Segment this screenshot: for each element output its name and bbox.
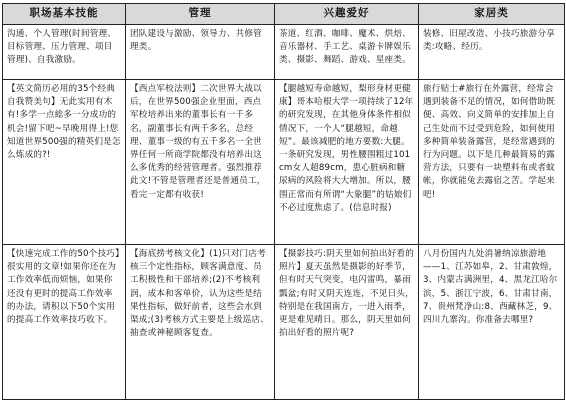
content-category-table (2, 3, 565, 400)
table-row (3, 25, 565, 80)
cell-text: 【摄影技巧:阴天里如何拍出好看的照片】夏天虽然是摄影的好季节，但有时天气突变，电闪雷鸣，暴雨瓢盆;有时又阴天连连，不见日头，特别是在我国南方，一进入雨季，更是难见晴日。那么，阴天里如何拍出好看的照片呢? (279, 249, 415, 339)
cell-text: 沟通、个人管理(时间管理、目标管理、压力管理、项目管理)、自我激励。 (7, 29, 117, 66)
table-cell (419, 25, 565, 80)
cell-text: 【腿越短寿命越短，梨形身材更健康】哥本哈根大学一项持续了12年的研究发现，在其他身体条件相似情况下，一个人“腿越短，命越短”。最该减肥的地方要数:大腿。一条研究发现，男性腰围粗过101cm女人超89cm，患心脏病和糖尿病的风险将大大增加。所以，腰围正常而有所谓“大象腿”的姑娘们不必过度焦虑了。(信息时报) (279, 84, 414, 213)
table-cell (126, 80, 275, 245)
cell-text: 装修、旧屋改造、小技巧旅游分享类:攻略、经历。 (423, 29, 555, 53)
cell-text: 八月份国内九处消暑纳凉旅游地——1、江苏如皋，2、甘肃敦煌，3、内蒙古满洲里，4、黑龙江哈尔滨，5、浙江宁波，6、甘肃甘南，7、贵州梵净山:8、西藏林芝，9、四川九寨沟。你准备去哪里? (423, 249, 558, 326)
cell-text: 茶道、红酒、咖啡、魔术、烘焙、音乐器材、手工艺、桌游卡牌娱乐类、摄影、舞蹈、游戏、星座类。 (279, 29, 411, 66)
header-workplace-skills: 职场基本技能 (3, 4, 126, 25)
cell-text: 【快速完成工作的50个技巧】很实用的文章!如果你还在为工作效率低而烦恼，如果你还没有更时的提高工作效率的办法，请积以下50个实用的提高工作效率技巧收下。 (7, 249, 120, 326)
table-cell (275, 80, 419, 245)
table-cell (3, 25, 126, 80)
table-cell (126, 25, 275, 80)
table-cell (3, 80, 126, 245)
header-hobbies: 兴趣爱好 (275, 4, 419, 25)
table-row (3, 80, 565, 245)
header-home: 家居类 (419, 4, 565, 25)
table-cell (419, 80, 565, 245)
table-cell (126, 245, 275, 400)
cell-text: 旅行贴士#旅行在外露营，经常会遇到装备不足的情况，如何借助既便、高效、向义简单的安排加上自己生处而不过受到危险，如何使用多种简单装备露营，是经常遇到的行为问题。以下是几种最简易的露营方法，只要有一块塑料布或者蚊帐，你就能兔去露宿之苦。学起来吧! (423, 84, 555, 200)
cell-text: 【英文简历必用的35个经典自我赞美句】无此实用有木有!多学一点総多一分成功的机会!留下吧~早晚用得上!您知道世界500强的精英们是怎么炼成的?! (7, 84, 121, 161)
cell-text: 【西点军校法则】二次世界大战以后，在世界500强企业里面，西点军校培养出来的董事长有一千多名，副董事长有两千多名，总经理、董事一级的有五千多名一全世界任何一所商学院都没有培养出这么多优秀的经营管理者。强烈推荐此文!不管是管理者还是普通员工，看完一定都有收获! (130, 84, 266, 200)
table-cell (275, 245, 419, 400)
table-header-row (3, 4, 565, 25)
table-row (3, 245, 565, 400)
cell-text: 【海底捞考核文化】(1)只对门店考核三个定性指标，顾客满意度、员工积极性和干部培养;(2)不考核利润，成本和客单价，认为这些是结果性指标，做好前者，这些会水到渠成;(3)考核方式主要是上级巡店、抽查或神秘顾客复查。 (130, 249, 269, 339)
cell-text: 团队建设与激励、领导力、共修管理类。 (130, 29, 262, 53)
table-cell (275, 25, 419, 80)
header-management: 管理 (126, 4, 275, 25)
table-cell (3, 245, 126, 400)
table-cell (419, 245, 565, 400)
